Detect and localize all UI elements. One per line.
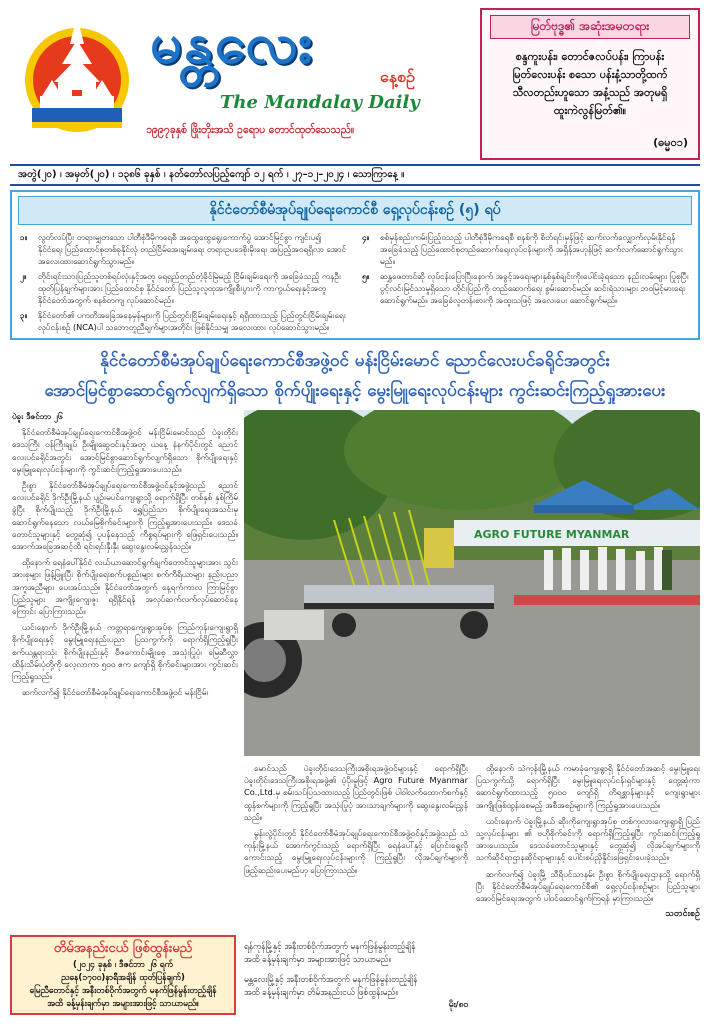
newspaper-title-english: The Mandalay Daily	[220, 92, 420, 113]
roadmap-item-number: ၃။	[20, 310, 28, 320]
roadmap-item	[20, 270, 348, 306]
article-paragraph: နိုင်ငံတော်စီမံအုပ်ချုပ်ရေးကောင်စီအဖွဲ့ဝင် မန်းငြိမ်းမောင်သည် ပဲခူးတိုင်းဒေသကြီး ဝန်ကြီးချုပ် ဦးမျိုးဆွေဝင်းနှင့်အတူ ယနေ့ နံနက်ပိုင်းတွင် ညောင်လေးပင်ခရိုင်အတွင်း အောင်မြင်စွာဆောင်ရွက်လျက်ရှိသော စိုက်ပျိုးရေးနှင့် မွေးမြူရေးလုပ်ငန်းများကို ကွင်းဆင်းကြည့်ရှုအားပေးသည်။	[12, 427, 238, 474]
headline-line-1: နိုင်ငံတော်စီမံအုပ်ချုပ်ရေးကောင်စီအဖွဲ့ဝင် မန်းငြိမ်းမောင် ညောင်လေးပင်ခရိုင်အတွင်း	[100, 351, 610, 371]
main-headline	[10, 346, 700, 406]
weather-line: ညနေ(၁၇၀၀)နာရီအချိန် ထုတ်ပြန်ချက်)	[61, 973, 185, 983]
roadmap-item-number: ၅။	[362, 271, 370, 281]
roadmap-item	[20, 231, 348, 267]
roadmap-heading: နိုင်ငံတော်စီမံအုပ်ချုပ်ရေးကောင်စီ ရှေ့လုပ်ငန်းစဉ် (၅) ရပ်	[18, 196, 692, 225]
weather-line: မြေညီတောင်နှင့် အနီးတစ်ဝိုက်အတွက် မနက်ဖြန်မွန်းတည့်ချိန်	[29, 986, 217, 996]
masthead-slogan: ၁၉၉၇ခုနှစ် ဖြိုးတိုးအသိ ဥရောပ တောင်ထုတ်သေသည်။	[146, 124, 355, 136]
roadmap-column-left	[20, 231, 348, 336]
five-point-roadmap-box	[10, 190, 700, 340]
teaching-heading: မြတ်ဗုဒ္ဓ၏ အဆုံးအမတရား	[490, 15, 690, 39]
weather-mandalay	[244, 973, 468, 998]
palace-logo-icon	[18, 10, 136, 138]
newspaper-title: မန္တလေး	[150, 10, 315, 76]
roadmap-item	[362, 270, 690, 306]
weather-title: တိမ်အနည်းငယ် ဖြစ်ထွန်းမည်	[53, 941, 193, 956]
teaching-source: (ဓမ္မ၀၁)	[653, 136, 688, 149]
weather-code: မိုး/၈၀	[448, 999, 468, 1009]
roadmap-item-text: ဆနွှဖေတာင်ဆို လုပ်ငန်းပြောပြီးနောက် အခွင့်အရေးများနှစ်နှစ်ချင်းကိုးပေါင်းခဲ့ရသော နည်းလမ်းများ ပြုစုပြီး ပွင့်လင်းမြင်သာမှုရှိသော တိုင်းပြည်ကို တည်ဆောက်ရေး စွမ်းဆောင်မည်။ ဆင်းရဲသားများ ဘဝမြင့်မားရေး ဆောင်ရွက်မည်။ အခြေခံလူတန်းစားကို အထူးသဖြင့် အလေးပေး ဆောင်ရွက်မည်။	[380, 271, 689, 305]
roadmap-item-text: နိုင်ငံတော်၏ ပကတိအခြေအနေမှန်များကို ပြည်တွင်းငြိမ်းချမ်းရေးနှင့် ရရှိထားသည့် ပြည်တွင်းငြိမ်းချမ်းရေးလုပ်ငန်းစဉ် (NCA)ပါ သဘောတူညီချက်များအတိုင်း ဖြစ်နိုင်သမျှ အလေးထား လုပ်ဆောင်သွားမည်။	[38, 310, 346, 332]
weather-text: ရန်ကုန်မြို့နှင့် အနီးတစ်ဝိုက်အတွက် မနက်ဖြန်မွန်းတည့်ချိန်	[244, 941, 416, 951]
roadmap-item-number: ၄။	[362, 232, 370, 242]
article-paragraph: ဆက်လက်၍ နိုင်ငံတော်စီမံအုပ်ချုပ်ရေးကောင်စီအဖွဲ့ဝင် မန်းငြိမ်း	[22, 687, 209, 698]
article-byline: ပဲခူး ဒီဇင်ဘာ ၂၆	[12, 411, 63, 421]
article-paragraph: ဆက်လက်၍ ပဲခူးမြို့ သီရိပင်သာနမ်း ဦးစွာ စိုက်ပျိုးရေးဌာနသို့ ရောက်ရှိပြီး နိုင်ငံတော်စီမံအုပ်ချုပ်ရေးကောင်စီ၏ ရှေ့လုပ်ငန်းစဉ်များ ပြည်သူများ အောင်မြင်ရေးအတွက် ပါဝင်ဆောင်ရွက်ကြရန် မှာကြားသည်။	[476, 868, 700, 904]
buddhist-teaching-box	[480, 8, 700, 160]
roadmap-item-number: ၁။	[20, 232, 28, 242]
article-paragraph: ဦးစွာ နိုင်ငံတော်စီမံအုပ်ချုပ်ရေးကောင်စီအဖွဲ့ဝင်နှင့်အဖွဲ့သည် ညောင်လေးပင်ခရိုင် ဒိုက်ဦးမြို့နယ် ပျဉ်းမပင်ကျေးရွာသို့ ရောက်ရှိပြီး တစ်နှစ် နှစ်ကြိမ်ခွဲပြီး စိုက်ပျိုးသည့် ဒိုက်ဦးမြို့နယ် ရွှေပြည်သာ စိုက်ပျိုးရေးအသင်းမှ ဆောင်ရွက်နေသော လယ်မြေစိုက်ခင်းများကို ကြည့်ရှုအားပေးသည်။ ဒေသခံတောင်သူများနှင့် တွေ့ဆုံ၍ ပူပန်နေသည့် ကိစ္စရပ်များကို ဖြေရှင်းပေးသည်။ အောက်အခြေအဆင့်ထိ ရင်းရင်းနှီးနှီး ဆွေးနွေးလမ်းညွှန်သည်။	[12, 480, 238, 552]
nameplate	[140, 8, 470, 120]
roadmap-columns	[12, 229, 698, 338]
article-paragraph: မောင်သည် ပဲခူးတိုင်းဒေသကြီးအစိုးရအဖွဲ့ဝင်များနှင့် ရောက်ရှိပြီး ပဲခူးတိုင်းဒေသကြီးအစိုးရအဖွဲ့၏ ပံ့ပိုးမှုဖြင့် Agro Future Myanmar Co.,Ltd.မှ စမ်းသပ်ပြသထားသည့် ပြည်တွင်းဖြစ် ပါဝါလက်ထောက်စက်နှင့် ထွန်စက်များကို ကြည့်ရှုပြီး အသုံးပြုပုံ အားသာချက်များကို ဆွေးနွေးလမ်းညွှန်သည်။	[244, 763, 468, 822]
roadmap-item-text: စစ်မှန်စည်းကမ်းပြည့်ဝသည့် ပါတီစုံဒီမိုကရေစီ စနစ်ကို စိတ်ရင်းမှန်ဖြင့် ဆက်လက်လျှောက်လှမ်းနိုင်ရန် အခြေခံသည့် ပြည်ထောင်စုတည်ဆောက်ရေးလုပ်ငန်းများကို အရှိန်အဟုန်ဖြင့် ဆက်လက်ဆောင်ရွက်သွားမည်။	[380, 232, 683, 266]
roadmap-item-text: လွတ်လပ်ပြီး တရားမျှတသော ပါတီစုံဒီမိုကရေစီ အထွေထွေရွေးကောက်ပွဲ အောင်မြင်စွာ ကျင်းပ၍ နိုင်ငံရေး ပြည်ထောင်စုတစ်ခုနိုင်လုံ တည်ငြိမ်အေးချမ်းရေး တရားဥပဒေစိုးမိုးရေး အပြည့်အဝရရှိလာ အောင် အလေးထားဆောင်ရွက်သွားမည်။	[38, 232, 347, 266]
weather-text: မန္တလေးမြို့နှင့် အနီးတစ်ဝိုက်အတွက် မနက်ဖြန်မွန်းတည့်ချိန်	[244, 974, 418, 984]
teaching-line: ထူးကဲလွန်မြတ်၏။	[553, 104, 627, 117]
roadmap-column-right	[362, 231, 690, 336]
roadmap-item	[362, 231, 690, 267]
article-paragraph: ယင်းနောက် ဒိုက်ဦးမြို့နယ် ကတ္တရာကျေးရွာအုပ်စု ကြည်ကုန်းကျေးရွာရှိ စိုက်ပျိုးရေးနှင့် မွေးမြူရေးနည်းပညာ ပြသကွက်ကို ရောက်ရှိကြည့်ရှုပြီး စက်ယန္တရားသုံး စိုက်ပျိုးနည်းနှင့် ဗီဇကောင်းမျိုးစေ့ အသုံးပြုပုံ၊ မြေဆီလွှာ ထိန်းသိမ်းပုံတို့ကို လေ့လာကာ ၅၀၀ ဧက ကျော်ရှိ စိုက်ခင်းများအား ကွင်းဆင်းကြည့်ရှုသည်။	[12, 622, 238, 682]
teaching-line: စန္ဒကူးပန်း၊ တောင်ဇလပ်ပန်း၊ ကြာပန်း	[515, 50, 665, 63]
article-signature: သတင်းစဉ်	[665, 909, 700, 920]
teaching-text	[482, 44, 698, 124]
news-photo	[244, 410, 700, 756]
weather-line: (၂၀၂၄ ခုနှစ် ၊ ဒီဇင်ဘာ ၂၆ ရက်	[73, 960, 173, 970]
regional-weather	[244, 940, 468, 1014]
article-paragraph: ထို့နောက် သဲကုန်းမြို့နယ် ကမာခုံကျေးရွာရှိ နိုင်ငံတော်အဆင့် မွေးမြူရေး ပြသကွက်သို့ ရောက်ရှိပြီး မွေးမြူရေးလုပ်ငန်းရှင်များနှင့် တွေ့ဆုံကာ ဆောင်ရွက်ထားသည့် ၅၀၀၀ ကျော်ရှိ တိရစ္ဆာန်များနှင့် ကျေးရွာများ အကျိုးဖြစ်ထွန်းစေမည့် အစီအစဉ်များကို ကြည့်ရှုအားပေးသည်။	[476, 763, 700, 810]
weather-forecast-box	[10, 935, 236, 1015]
roadmap-item-number: ၂။	[20, 271, 27, 281]
roadmap-item	[20, 309, 348, 333]
newspaper-subtitle: နေ့စဉ်	[380, 67, 415, 86]
article-column-left	[12, 410, 238, 930]
roadmap-item-text: တိုင်းရင်းသားပြည်သူတစ်ရပ်လုံးနှင့်အတူ ရေရှည်တည်တံ့ခိုင်မြဲမည့် ငြိမ်းချမ်းရေးကို အခြေခံသည့် ကနဦးထုတ်ပြန်ချက်များအား ပြည်ထောင်စု နိုင်ငံတော် ပြည်သူလူထုအကျိုးစီးပွားကို ကာကွယ်ရေးနှင့်အတူ နိုင်ငံတော်အတွက် စနစ်တကျ လုပ်ဆောင်မည်။	[38, 271, 341, 305]
article-paragraph: ထို့နောက် ရေနံပေါ်နိုင်ငံ လယ်ယာဆောင်ရွက်ချက်တောင်သူများအား သွင်းအားစုများ ဖြန့်ဖြူးပြီး စိုက်ပျိုးရေးစက်ပစ္စည်းများ စက်ကိရိယာများ နည်းပညာအကူအညီများ ပေးအပ်သည်။ နိုင်ငံတော်အတွက် နေ့ရက်ကာလ ကြာမြင့်စွာ ပြည်သူများ အကျိုးကျေးဇူး ရရှိနိုင်ရန် အလုပ်ဆက်လက်လုပ်ဆောင်နေကြောင်း ပြောကြားသည်။	[12, 557, 238, 617]
headline-line-2: အောင်မြင်စွာဆောင်ရွက်လျက်ရှိသော စိုက်ပျိုးရေးနှင့် မွေးမြူရေးလုပ်ငန်းများ ကွင်းဆင်းကြည့်ရှုအားပေး	[44, 381, 666, 401]
weather-text: အထိ ခန့်မှန်းချက်မှာ တိမ်အနည်းငယ် ဖြစ်ထွန်းမည်။	[244, 986, 398, 997]
weather-yangon	[244, 940, 468, 965]
masthead	[10, 6, 700, 161]
teaching-line: သီလတည်းဟူသော အနံ့သည် အတုမရှိ	[512, 86, 668, 99]
issue-dateline: အတွဲ(၂၀) ၊ အမှတ်(၂၀) ၊ ၁၃၈၆ ခုနှစ် ၊ နတ်တော်လပြည့်ကျော် ၁၂ ရက် ၊ ၂၇–၁၂–၂၀၂၄ ၊ သောကြာနေ့ ။	[10, 164, 700, 186]
article-paragraph: မွန်းလွဲပိုင်းတွင် နိုင်ငံတော်စီမံအုပ်ချုပ်ရေးကောင်စီအဖွဲ့ဝင်နှင့်အဖွဲ့သည် သဲကုန်းမြို့နယ် အောက်ကွင်းသည့် ရောက်ရှိပြီး ရေနံပေါ်နှင့် ပြောင်းရွေ့လိုကောင်းသည့် မွေးမြူရေးလုပ်ငန်းများကို ကြည့်ရှုပြီး လိုအပ်ချက်များကို ဖြည့်ဆည်းပေးမည်ဟု ပြောကြားသည်။	[244, 828, 468, 875]
photo-banner-text: AGRO FUTURE MYANMAR	[474, 528, 630, 541]
weather-line: အထိ ခန့်မှန်းချက်မှာ အများအားဖြင့် သာယာမည်။	[47, 999, 199, 1009]
teaching-line: မြတ်လေးပန်း စသော ပန်းနံ့သာတို့ထက်	[512, 68, 668, 81]
weather-text: အထိ ခန့်မှန်းချက်မှာ အများအားဖြင့် သာယာမည်။	[244, 953, 392, 964]
article-paragraph: ယင်းနောက် ပဲခူးမြို့နယ် ဆိုးကိုကျေးရွာအုပ်စု တစ်ကုလားကျေးရွာရှိ ပြည်သူ့လုပ်ငန်းများ ၏ ဗဟိုစိုက်ခင်းကို ရောက်ရှိကြည့်ရှုပြီး ကွင်းဆင်းကြည့်ရှုအားပေးသည်။ ဒေသခံတောင်သူများနှင့် တွေ့ဆုံ၍ လိုအပ်ချက်များကို သက်ဆိုင်ရာဌာနဆိုင်ရာများနှင့် ပေါင်းစပ်ညှိနှိုင်းဖြေရှင်းပေးခဲ့သည်။	[476, 815, 700, 863]
article-column-right	[476, 762, 700, 1012]
